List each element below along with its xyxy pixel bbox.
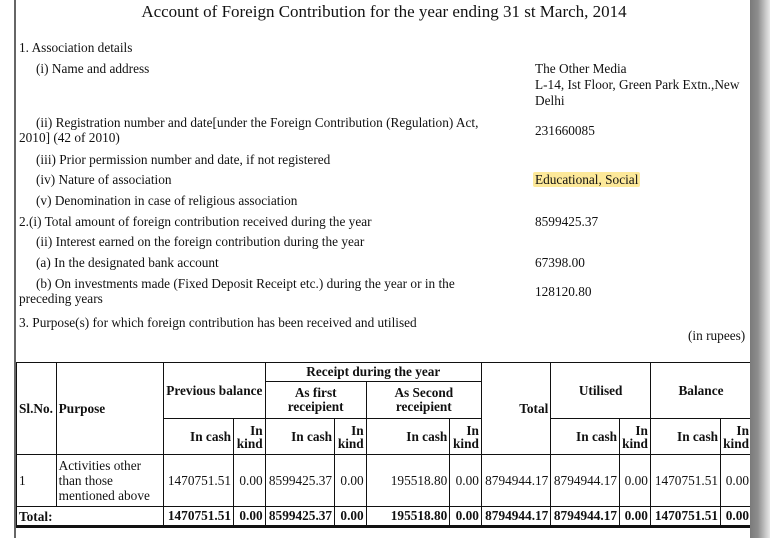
cell-utilised-kind: 0.00 [620,455,651,507]
total-second-kind: 0.00 [450,507,482,527]
col-header-prev-cash: In cash [163,419,233,455]
section-1-heading: 1. Association details [19,40,133,55]
interest-label: (ii) Interest earned on the foreign contribution during the year [36,234,365,249]
investment-label-line-1: (b) On investments made (Fixed Deposit Receipt etc.) during the year or in the [36,276,455,291]
total-utilised-kind: 0.00 [620,507,651,527]
total-fc-value: 8599425.37 [535,214,599,229]
total-label: Total: [17,507,164,527]
total-prev-cash: 1470751.51 [163,507,233,527]
contribution-table [16,362,752,528]
name-line-2: L-14, Ist Floor, Green Park Extn.,New [535,77,740,92]
col-header-balance-kind: In kind [721,419,752,455]
col-header-utilised: Utilised [551,363,651,419]
total-total: 8794944.17 [481,507,550,527]
col-header-first-recipient: As first receipient [265,382,366,419]
total-balance-kind: 0.00 [721,507,752,527]
total-prev-kind: 0.00 [234,507,266,527]
document-page [14,0,752,538]
cell-second-kind: 0.00 [450,455,482,507]
col-header-slno: Sl.No. [17,363,57,455]
total-fc-label: 2.(i) Total amount of foreign contribution received during the year [19,214,372,229]
section-3-heading: 3. Purpose(s) for which foreign contribution has been received and utilised [19,315,417,330]
name-line-1: The Other Media [535,61,627,76]
unit-label: (in rupees) [688,328,746,343]
cell-balance-kind: 0.00 [721,455,752,507]
prior-permission-label: (iii) Prior permission number and date, if not registered [36,152,331,167]
cell-first-cash: 8599425.37 [265,455,334,507]
total-first-cash: 8599425.37 [265,507,334,527]
col-header-second-cash: In cash [366,419,450,455]
cell-purpose: Activities other than those mentioned above [56,455,163,507]
total-balance-cash: 1470751.51 [650,507,720,527]
registration-value: 231660085 [535,123,595,138]
col-header-prev-kind: In kind [234,419,266,455]
total-second-cash: 195518.80 [366,507,450,527]
cell-second-cash: 195518.80 [366,455,450,507]
nature-label: (iv) Nature of association [36,172,172,187]
col-header-total: Total [481,363,550,455]
cell-slno: 1 [17,455,57,507]
table-total-row [17,507,752,527]
col-header-utilised-kind: In kind [620,419,651,455]
col-header-first-kind: In kind [335,419,367,455]
col-header-utilised-cash: In cash [551,419,620,455]
investment-label-line-2: preceding years [19,291,103,306]
table-row [17,455,752,507]
col-header-second-kind: In kind [450,419,482,455]
registration-label-line-1: (ii) Registration number and date[under the Foreign Contribution (Regulation) Act, [36,115,479,130]
total-utilised-cash: 8794944.17 [551,507,620,527]
col-header-first-cash: In cash [265,419,334,455]
col-header-balance: Balance [650,363,751,419]
name-line-3: Delhi [535,93,565,108]
cell-prev-cash: 1470751.51 [163,455,233,507]
page-title: Account of Foreign Contribution for the year ending 31 st March, 2014 [141,2,627,21]
cell-total: 8794944.17 [481,455,550,507]
col-header-purpose: Purpose [56,363,163,455]
col-header-balance-cash: In cash [650,419,720,455]
cell-utilised-cash: 8794944.17 [551,455,620,507]
total-first-kind: 0.00 [335,507,367,527]
bank-interest-value: 67398.00 [535,255,585,270]
col-header-receipt: Receipt during the year [265,363,481,382]
registration-label-line-2: 2010] (42 of 2010) [19,130,120,145]
page-edge-shadow [750,0,770,538]
cell-balance-cash: 1470751.51 [650,455,720,507]
name-address-label: (i) Name and address [36,61,150,76]
denomination-label: (v) Denomination in case of religious association [36,193,298,208]
col-header-previous-balance: Previous balance [163,363,265,419]
nature-value: Educational, Social [535,172,639,187]
bank-interest-label: (a) In the designated bank account [36,255,219,270]
cell-prev-kind: 0.00 [234,455,266,507]
investment-value: 128120.80 [535,284,592,299]
cell-first-kind: 0.00 [335,455,367,507]
col-header-second-recipient: As Second receipient [366,382,481,419]
